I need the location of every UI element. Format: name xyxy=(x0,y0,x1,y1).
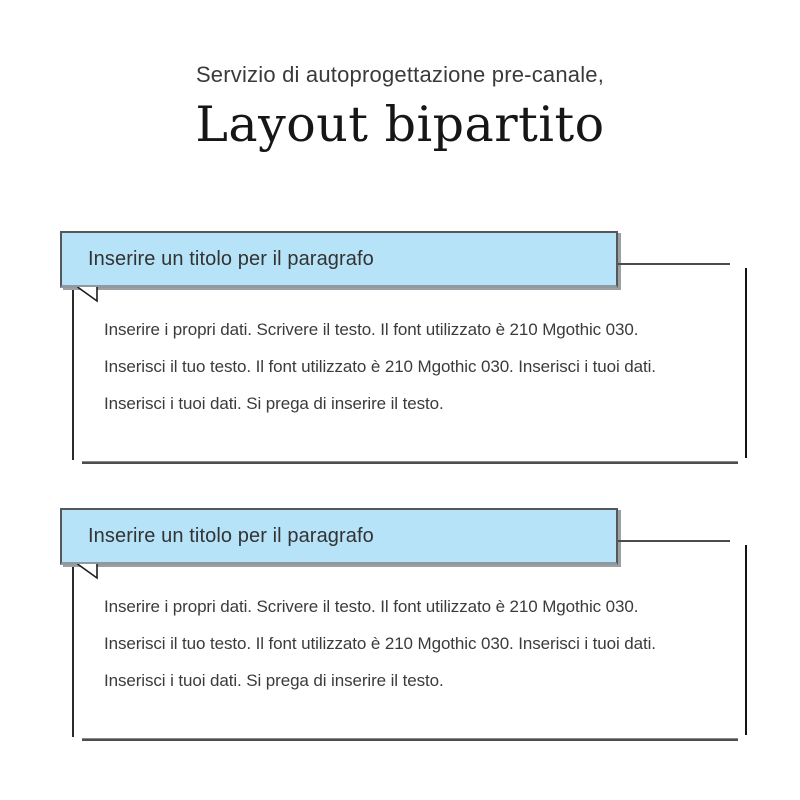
section-title-placeholder[interactable]: Inserire un titolo per il paragrafo xyxy=(88,247,374,270)
body-text-line: Inserisci i tuoi dati. Si prega di inserire il testo. xyxy=(104,394,444,413)
section-body-placeholder[interactable] xyxy=(104,588,724,699)
bottom-border-line xyxy=(82,461,738,464)
connector-line xyxy=(618,540,730,542)
bottom-border-line xyxy=(82,738,738,741)
right-border-line xyxy=(745,545,747,735)
left-border-line xyxy=(72,567,74,737)
body-text-line: Inserire i propri dati. Scrivere il testo. Il font utilizzato è 210 Mgothic 030. xyxy=(104,597,639,616)
document-subtitle: Servizio di autoprogettazione pre-canale, xyxy=(195,62,605,87)
section-title-placeholder[interactable]: Inserire un titolo per il paragrafo xyxy=(88,524,374,547)
section-title-callout[interactable] xyxy=(60,508,618,565)
right-border-line xyxy=(745,268,747,458)
paragraph-section-1 xyxy=(0,231,800,467)
body-text-line: Inserisci il tuo testo. Il font utilizzato è 210 Mgothic 030. Inserisci i tuoi dati. xyxy=(104,357,656,376)
section-body-placeholder[interactable] xyxy=(104,311,724,422)
body-text-line: Inserire i propri dati. Scrivere il testo. Il font utilizzato è 210 Mgothic 030. xyxy=(104,320,639,339)
callout-tail-pointer xyxy=(76,287,99,303)
callout-tail-pointer xyxy=(76,564,99,580)
document-header xyxy=(0,62,800,153)
left-border-line xyxy=(72,290,74,460)
body-text-line: Inserisci il tuo testo. Il font utilizzato è 210 Mgothic 030. Inserisci i tuoi dati. xyxy=(104,634,656,653)
paragraph-section-2 xyxy=(0,508,800,744)
connector-line xyxy=(618,263,730,265)
page-title: Layout bipartito xyxy=(195,96,605,153)
body-text-line: Inserisci i tuoi dati. Si prega di inserire il testo. xyxy=(104,671,444,690)
section-title-callout[interactable] xyxy=(60,231,618,288)
